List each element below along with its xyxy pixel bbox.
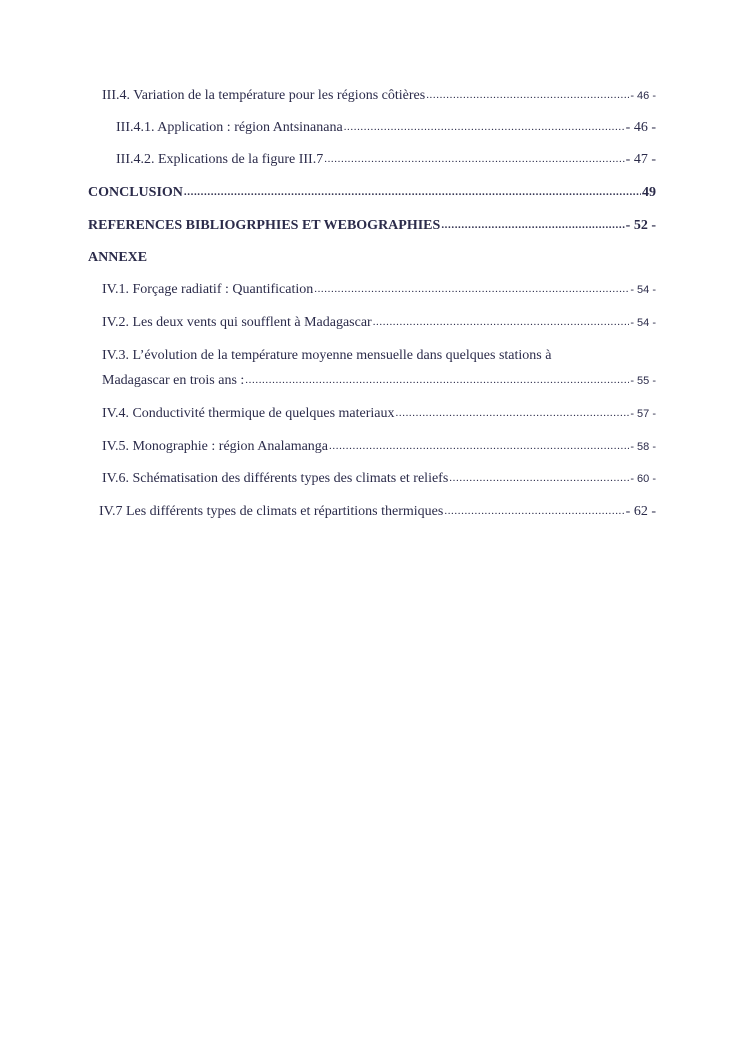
toc-entry-iv-3-line2[interactable] xyxy=(88,371,656,391)
toc-entry-page: - 46 - xyxy=(630,90,656,102)
toc-entry-title: ANNEXE xyxy=(88,250,148,265)
toc-entry-page: - 58 - xyxy=(630,441,656,453)
dot-leader xyxy=(344,117,625,137)
toc-entry-page: - 57 - xyxy=(630,408,656,420)
toc-entry-iii-4[interactable] xyxy=(88,86,656,106)
toc-entry-annexe[interactable] xyxy=(88,248,656,268)
toc-entry-iii-4-2[interactable] xyxy=(88,150,656,170)
toc-entry-page: 49 xyxy=(642,185,656,200)
toc-entry-title: CONCLUSION xyxy=(88,185,183,200)
toc-entry-iv-6[interactable] xyxy=(88,469,656,489)
toc-entry-iv-5[interactable] xyxy=(88,437,656,457)
toc-entry-iv-4[interactable] xyxy=(88,404,656,424)
toc-entry-references[interactable] xyxy=(88,216,656,236)
toc-entry-iv-7[interactable] xyxy=(88,502,656,522)
toc-entry-page: - 46 - xyxy=(625,120,656,135)
toc-entry-page: - 55 - xyxy=(630,375,656,387)
dot-leader xyxy=(441,215,624,235)
dot-leader xyxy=(373,312,630,332)
toc-entry-title: III.4. Variation de la température pour les régions côtières xyxy=(102,88,426,103)
toc-entry-page: - 54 - xyxy=(630,317,656,329)
dot-leader xyxy=(444,501,624,521)
dot-leader xyxy=(314,279,629,299)
toc-entry-iii-4-1[interactable] xyxy=(88,118,656,138)
toc-entry-title: III.4.1. Application : région Antsinanana xyxy=(116,120,343,135)
toc-entry-page: - 62 - xyxy=(625,504,656,519)
toc-entry-iv-3-line1[interactable] xyxy=(88,346,656,366)
toc-entry-page: - 60 - xyxy=(630,473,656,485)
toc-entry-page: - 52 - xyxy=(625,218,656,233)
toc-entry-title: IV.2. Les deux vents qui soufflent à Madagascar xyxy=(102,315,372,330)
dot-leader xyxy=(396,403,630,423)
toc-entry-title: IV.1. Forçage radiatif : Quantification xyxy=(102,282,314,297)
toc-entry-page: - 54 - xyxy=(630,284,656,296)
toc-entry-title: IV.4. Conductivité thermique de quelques materiaux xyxy=(102,406,395,421)
toc-entry-title: III.4.2. Explications de la figure III.7 xyxy=(116,152,324,167)
toc-entry-title: IV.6. Schématisation des différents types des climats et reliefs xyxy=(102,471,449,486)
dot-leader xyxy=(426,85,629,105)
toc-entry-title: IV.7 Les différents types de climats et répartitions thermiques xyxy=(99,504,444,519)
toc-entry-iv-2[interactable] xyxy=(88,313,656,333)
dot-leader xyxy=(449,468,629,488)
toc-entry-iv-1[interactable] xyxy=(88,280,656,300)
dot-leader xyxy=(184,182,641,202)
toc-entry-title: REFERENCES BIBLIOGRPHIES ET WEBOGRAPHIES xyxy=(88,218,441,233)
toc-entry-page: - 47 - xyxy=(625,152,656,167)
dot-leader xyxy=(324,149,624,169)
toc-entry-title: Madagascar en trois ans : xyxy=(102,373,245,388)
toc-entry-title: IV.3. L’évolution de la température moyenne mensuelle dans quelques stations à xyxy=(102,348,552,363)
dot-leader xyxy=(245,370,629,390)
dot-leader xyxy=(329,436,629,456)
toc-entry-conclusion[interactable] xyxy=(88,183,656,203)
toc-entry-title: IV.5. Monographie : région Analamanga xyxy=(102,439,329,454)
